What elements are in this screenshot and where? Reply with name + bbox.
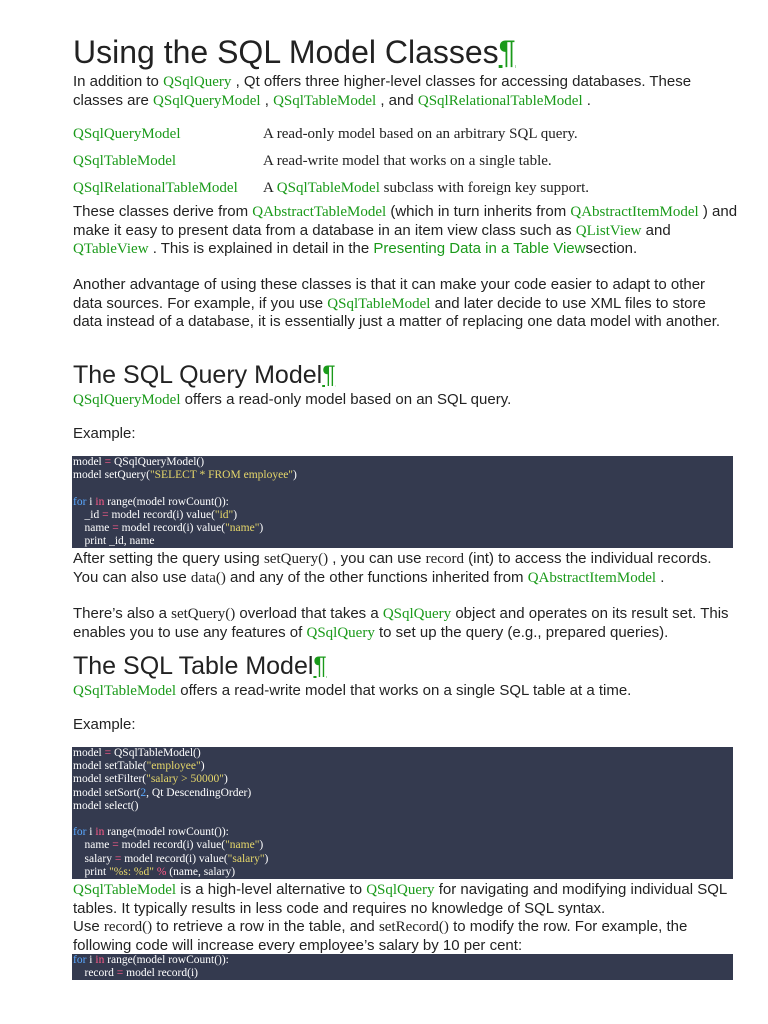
code-line	[73, 747, 733, 760]
text: offers a read-write model that works on a single SQL table at a time.	[176, 682, 632, 699]
class-description	[263, 180, 589, 197]
code-token: range(model rowCount()):	[104, 826, 229, 839]
advantage-paragraph	[73, 276, 738, 332]
text: overload that takes a	[235, 605, 383, 622]
code-token: i	[86, 495, 96, 508]
heading-text: The SQL Table Model	[73, 652, 314, 680]
text: to retrieve a row in the table, and	[152, 918, 379, 935]
table-model-intro	[73, 682, 738, 701]
text: offers a read-only model based on an SQL query.	[180, 391, 512, 408]
code-token: model record(i)	[123, 967, 198, 980]
code-operator: =	[104, 747, 112, 759]
code-string: "%s: %d"	[109, 865, 154, 878]
code-line	[73, 535, 733, 548]
code-keyword: in	[95, 826, 105, 839]
text: and	[641, 221, 671, 239]
code-keyword: for	[73, 954, 87, 966]
after-query-paragraph	[73, 550, 738, 587]
code-line	[73, 773, 733, 786]
link-qsqltablemodel[interactable]: QSqlTableModel	[73, 882, 177, 898]
inline-code: data()	[190, 569, 226, 586]
code-keyword: in	[95, 495, 105, 508]
code-line	[73, 866, 733, 879]
class-row	[73, 153, 738, 173]
alternative-paragraph	[73, 881, 738, 918]
text: for navigating and modifying individual SQL tables. It typically results in less code and requires no knowledge of SQL syntax.	[73, 881, 727, 917]
text: , you can use	[328, 550, 426, 567]
code-token: range(model rowCount()):	[104, 495, 229, 508]
code-line-blank	[73, 813, 733, 826]
text: subclass with foreign key support.	[379, 180, 590, 196]
link-qsqlrelationaltablemodel[interactable]: QSqlRelationalTableModel	[417, 92, 583, 109]
code-token: _id	[73, 508, 103, 521]
code-token: model select()	[73, 799, 139, 812]
text: is a high-level alternative to	[176, 881, 367, 898]
code-token: name	[73, 521, 113, 534]
text: (which in turn inherits from	[386, 203, 571, 220]
code-token: model	[73, 456, 105, 468]
code-string: "name"	[225, 839, 260, 852]
code-line	[73, 456, 733, 469]
code-token: (name, salary)	[166, 865, 236, 878]
code-token: )	[259, 839, 264, 852]
text: object and operates on its result set. This enables you to use any features of	[73, 605, 729, 641]
example-label: Example:	[73, 716, 136, 733]
code-token: model record(i) value(	[108, 508, 215, 521]
code-string: "name"	[225, 521, 260, 534]
code-token: model record(i) value(	[118, 521, 226, 534]
code-token: model setSort(	[73, 786, 141, 799]
text: After setting the query using	[73, 550, 264, 567]
code-line	[73, 853, 733, 866]
pilcrow-link[interactable]: ¶	[498, 34, 516, 70]
code-operator: =	[104, 456, 112, 468]
text: .	[656, 568, 665, 586]
code-number: 2	[140, 786, 147, 799]
text: and later decide to use XML files to store data instead of a database, it is essentially just a matter of replacing one data model with another.	[73, 294, 721, 330]
code-line	[73, 522, 733, 535]
text: These classes derive from	[73, 203, 253, 220]
derive-paragraph	[73, 203, 738, 259]
link-qtableview[interactable]: QTableView	[73, 241, 149, 257]
code-token: )	[264, 852, 269, 865]
class-row	[73, 180, 738, 200]
inline-code: setQuery()	[171, 606, 236, 622]
code-keyword: for	[73, 495, 87, 508]
text: A	[263, 180, 277, 196]
text: to set up the query (e.g., prepared queries).	[374, 623, 669, 641]
text: , and	[376, 91, 418, 109]
link-qsqlquery[interactable]: QSqlQuery	[366, 882, 435, 898]
text: , Qt offers three higher-level classes for accessing databases. These classes are	[73, 73, 692, 109]
text: In addition to	[73, 73, 164, 90]
text: and any of the other functions inherited from	[225, 568, 528, 586]
link-qsqlquerymodel[interactable]: QSqlQueryModel	[73, 392, 181, 408]
code-operator: =	[102, 508, 109, 521]
code-line-blank	[73, 482, 733, 495]
text: ) and make it easy to present data from a database in an item view class such as	[73, 203, 738, 239]
code-line	[73, 496, 733, 509]
code-token: )	[223, 773, 228, 786]
link-qsqlquerymodel[interactable]: QSqlQueryModel	[73, 126, 181, 142]
code-line	[73, 839, 733, 852]
text: .	[582, 91, 591, 109]
code-token: i	[86, 826, 96, 839]
link-qabstracttablemodel[interactable]: QAbstractTableModel	[252, 204, 387, 220]
code-string: "id"	[214, 508, 234, 521]
code-string: "salary > 50000"	[146, 773, 224, 786]
section-heading-table-model	[73, 652, 327, 681]
code-token: i	[86, 954, 96, 966]
query-model-intro	[73, 391, 738, 410]
code-block-salary-update	[72, 954, 733, 980]
code-line	[73, 967, 733, 980]
code-token: model setQuery(	[73, 469, 150, 482]
link-qsqlquery[interactable]: QSqlQuery	[382, 606, 452, 622]
link-qsqltablemodel[interactable]: QSqlTableModel	[73, 153, 177, 169]
section-heading-query-model	[73, 361, 336, 390]
text: There’s also a	[73, 605, 172, 622]
text: to modify the row. For example, the following code will increase every employee’s salary by 10 per cent:	[73, 918, 688, 954]
overload-paragraph	[73, 605, 738, 642]
code-string: "SELECT * FROM employee"	[149, 469, 293, 482]
code-token: model record(i) value(	[121, 852, 228, 865]
text: . This is explained in detail in the	[148, 240, 374, 257]
link-qsqltablemodel[interactable]: QSqlTableModel	[273, 92, 377, 109]
code-token: model record(i) value(	[118, 839, 226, 852]
code-line	[73, 760, 733, 773]
page-title	[73, 34, 516, 71]
code-line	[73, 800, 733, 813]
use-record-paragraph	[73, 918, 738, 955]
link-qabstractitemmodel[interactable]: QAbstractItemModel	[570, 204, 699, 220]
example-label: Example:	[73, 425, 136, 442]
pilcrow-link[interactable]: ¶	[313, 652, 327, 680]
link-qlistview[interactable]: QListView	[575, 222, 642, 239]
code-block-query-model	[72, 456, 733, 548]
intro-paragraph	[73, 73, 738, 110]
code-operator: =	[112, 839, 119, 852]
code-token: QSqlTableModel()	[111, 747, 201, 759]
link-presenting-data[interactable]: Presenting Data in a Table View	[373, 240, 586, 257]
inline-code: setRecord()	[378, 919, 449, 935]
text: section.	[585, 240, 638, 257]
link-qsqlquery[interactable]: QSqlQuery	[163, 74, 232, 90]
code-line	[73, 787, 733, 800]
link-qsqltablemodel[interactable]: QSqlTableModel	[327, 295, 431, 312]
code-token: range(model rowCount()):	[104, 954, 229, 966]
code-line	[73, 509, 733, 522]
code-token: model setTable(	[73, 760, 147, 773]
code-string: "employee"	[146, 760, 201, 773]
link-qsqlquery[interactable]: QSqlQuery	[306, 624, 375, 641]
code-operator: =	[114, 852, 122, 865]
code-token: , Qt DescendingOrder)	[146, 786, 252, 799]
code-operator: =	[116, 967, 124, 980]
code-token: salary	[73, 852, 115, 865]
code-token: model	[73, 747, 105, 759]
text: (int) to access the individual records. You can also use	[73, 550, 712, 586]
text: Another advantage of using these classes is that it can make your code easier to adapt to other data sources. For example, if you use	[73, 276, 706, 312]
heading-text: The SQL Query Model	[73, 361, 323, 389]
inline-code: setQuery()	[263, 551, 329, 567]
code-keyword: for	[73, 826, 87, 839]
code-token: )	[293, 469, 297, 482]
code-token: )	[259, 521, 264, 534]
code-token: name	[73, 839, 113, 852]
code-line	[73, 469, 733, 482]
inline-code: record()	[103, 919, 153, 935]
code-token: )	[200, 760, 205, 773]
code-line	[73, 954, 733, 967]
code-line	[73, 826, 733, 839]
class-row	[73, 126, 738, 146]
text: Use	[73, 918, 104, 935]
code-token: print _id, name	[73, 535, 155, 548]
link-qsqltablemodel[interactable]: QSqlTableModel	[73, 683, 177, 699]
code-token: QSqlQueryModel()	[111, 456, 205, 468]
class-description: A read-write model that works on a single table.	[263, 153, 552, 169]
link-qabstractitemmodel[interactable]: QAbstractItemModel	[527, 569, 657, 586]
code-operator: =	[112, 521, 119, 534]
link-qsqlquerymodel[interactable]: QSqlQueryModel	[153, 92, 261, 109]
inline-code: record	[425, 551, 464, 567]
code-token: )	[233, 508, 238, 521]
link-qsqltablemodel[interactable]: QSqlTableModel	[276, 180, 380, 196]
pilcrow-link[interactable]: ¶	[322, 361, 336, 389]
code-token: record	[73, 967, 117, 980]
code-token: model setFilter(	[73, 773, 147, 786]
page-title-text: Using the SQL Model Classes	[73, 34, 499, 70]
code-keyword: in	[95, 954, 105, 966]
code-string: "salary"	[227, 852, 265, 865]
text: ,	[260, 91, 274, 109]
code-operator: %	[156, 865, 167, 878]
link-qsqlrelationaltablemodel[interactable]: QSqlRelationalTableModel	[73, 180, 238, 196]
code-token: print	[73, 865, 110, 878]
code-block-table-model	[72, 747, 733, 879]
class-description: A read-only model based on an arbitrary SQL query.	[263, 126, 578, 142]
